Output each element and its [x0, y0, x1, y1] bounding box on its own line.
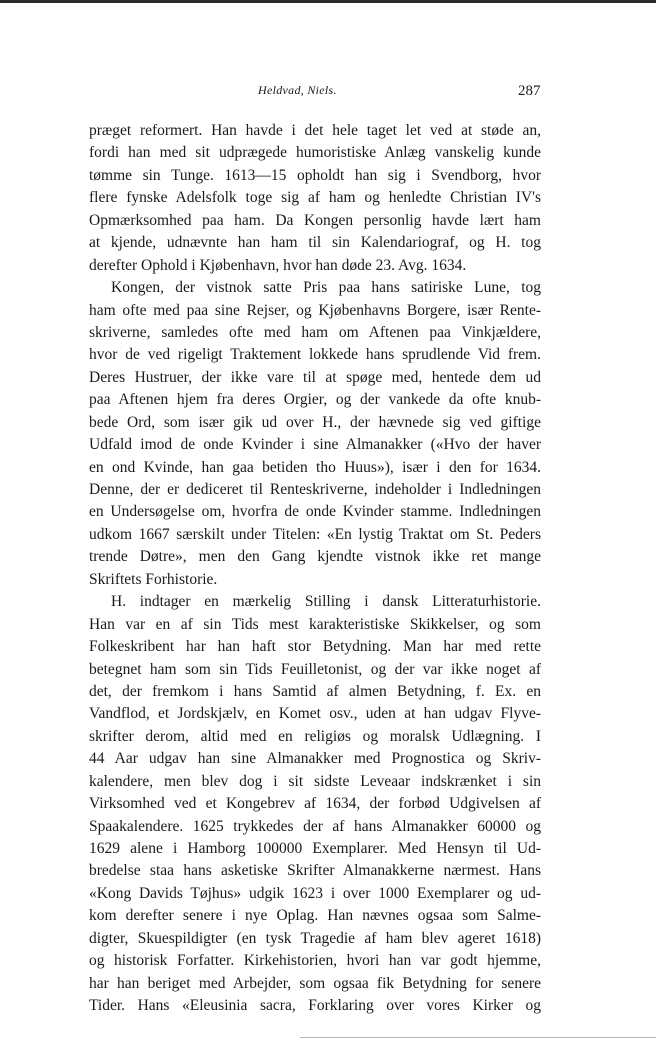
text-line: flere fynske Adelsfolk toge sig af ham og henledte Christian IV's: [89, 189, 541, 207]
text-line: fordi han med sit udprægede humoristiske Anlæg vanskelig kunde: [89, 144, 541, 162]
text-line: trende Døtre», men den Gang kjendte vistnok ikke ret mange: [89, 548, 541, 566]
text-line: derefter Ophold i Kjøbenhavn, hvor han døde 23. Avg. 1634.: [89, 256, 467, 274]
text-line: udkom 1667 særskilt under Titelen: «En lystig Traktat om St. Peders: [89, 525, 541, 543]
text-line: Deres Hustruer, der ikke vare til at spøge med, hentede dem ud: [89, 368, 541, 386]
text-line: Opmærksomhed paa ham. Da Kongen personlig havde lært ham: [89, 211, 541, 229]
text-line: Vandflod, et Jordskjælv, en Komet osv., uden at han udgav Flyve-: [89, 705, 541, 723]
running-head: [0, 83, 656, 107]
text-line: skriverne, samledes ofte med ham om Aftenen paa Vinkjældere,: [89, 323, 541, 341]
paragraph-start-line: Kongen, der vistnok satte Pris paa hans satiriske Lune, tog: [111, 279, 541, 297]
text-line: en ond Kvinde, han gaa betiden tho Huus»), især i den for 1634.: [89, 458, 541, 476]
text-line: Virksomhed ved et Kongebrev af 1634, der forbød Udgivelsen af: [89, 795, 541, 813]
text-line: Folkeskribent har han haft stor Betydning. Man har med rette: [89, 638, 541, 656]
text-line: Udfald imod de onde Kvinder i sine Almanakker («Hvo der haver: [89, 436, 541, 454]
text-line: «Kong Davids Tøjhus» udgik 1623 i over 1000 Exemplarer og ud-: [89, 884, 541, 902]
text-line: præget reformert. Han havde i det hele taget let ved at støde an,: [89, 122, 541, 139]
text-line: betegnet ham som sin Tids Feuilletonist, og der var ikke noget af: [89, 660, 541, 678]
text-line: Skriftets Forhistorie.: [89, 570, 218, 588]
text-line: Spaakalendere. 1625 trykkedes der af hans Almanakker 60000 og: [89, 817, 541, 835]
text-line: har han beriget med Arbejder, som ogsaa fik Betydning for senere: [89, 974, 541, 992]
text-line: 1629 alene i Hamborg 100000 Exemplarer. Med Hensyn til Ud-: [89, 840, 541, 857]
text-line: Tider. Hans «Eleusinia sacra, Forklaring over vores Kirker og: [89, 997, 541, 1015]
bottom-rule: [300, 1037, 656, 1038]
running-head-title: Heldvad, Niels.: [258, 83, 337, 97]
text-line: bede Ord, som især gik ud over H., der hævnede sig ved giftige: [89, 413, 541, 431]
text-line: det, der fremkom i hans Samtid af almen Betydning, f. Ex. en: [89, 682, 541, 700]
text-line: skrifter derom, altid med en religiøs og moralsk Udlægning. I: [89, 727, 541, 745]
text-line: ham ofte med paa sine Rejser, og Kjøbenhavns Borgere, især Rente-: [89, 301, 541, 319]
page-number: 287: [518, 83, 541, 99]
text-line: bredelse staa hans asketiske Skrifter Almanakkerne nærmest. Hans: [89, 862, 541, 880]
text-line: at kjende, udnævnte han ham til sin Kalendariograf, og H. tog: [89, 234, 541, 252]
text-line: og historisk Forfatter. Kirkehistorien, hvori han var godt hjemme,: [89, 952, 541, 970]
text-line: paa Aftenen hjem fra deres Orgier, og der vankede da ofte knub-: [89, 391, 541, 409]
text-line: tømme sin Tunge. 1613—15 opholdt han sig i Svendborg, hvor: [89, 166, 541, 184]
paragraph-start-line: H. indtager en mærkelig Stilling i dansk Litteraturhistorie.: [111, 593, 541, 611]
text-line: Han var en af sin Tids mest karakteristiske Skikkelser, og som: [89, 615, 541, 633]
text-line: 44 Aar udgav han sine Almanakker med Prognostica og Skriv-: [89, 750, 541, 768]
text-line: en Undersøgelse om, hvorfra de onde Kvinder stamme. Indledningen: [89, 503, 541, 521]
text-line: kom derefter senere i nye Oplag. Han nævnes ogsaa som Salme-: [89, 907, 541, 925]
text-line: digter, Skuespildigter (en tysk Tragedie af ham blev ageret 1618): [89, 929, 541, 947]
top-rule: [0, 0, 656, 3]
text-line: Denne, der er dediceret til Renteskriverne, indeholder i Indledningen: [89, 481, 541, 498]
text-line: hvor de ved rigeligt Traktement lokkede hans sprudlende Vid frem.: [89, 346, 541, 364]
body-text: [89, 120, 541, 1018]
text-line: kalendere, men blev dog i sit sidste Leveaar indskrænket i sin: [89, 772, 541, 790]
